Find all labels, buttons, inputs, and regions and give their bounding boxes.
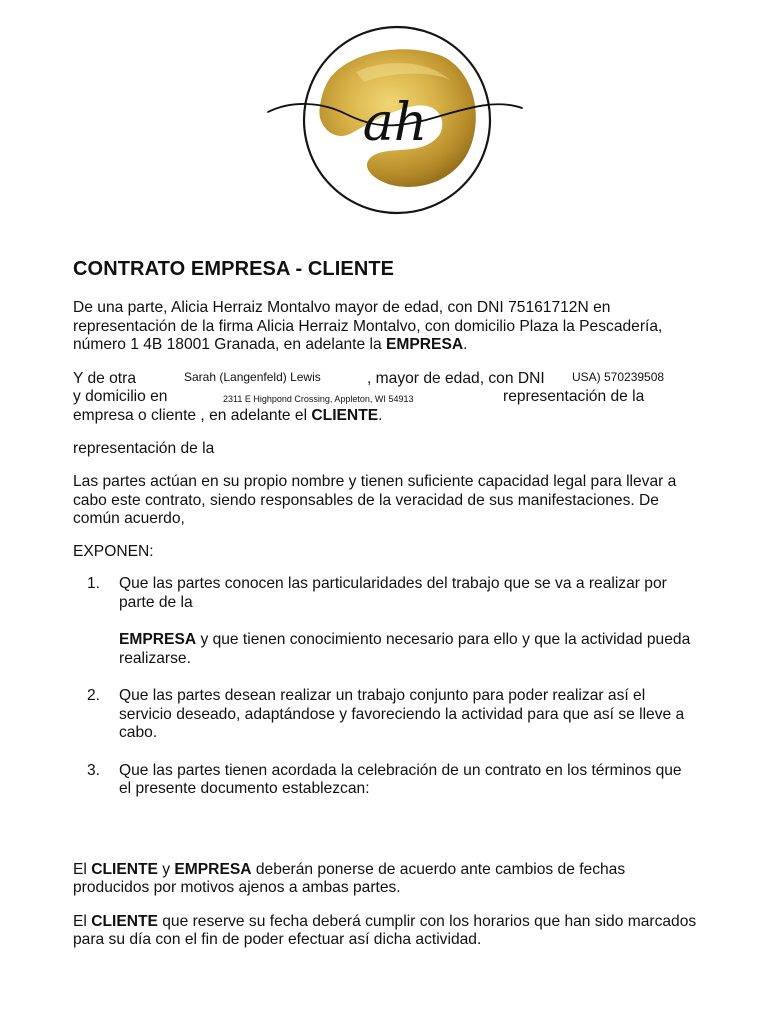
list-item (73, 687, 698, 743)
list-item (73, 762, 698, 799)
clause-paragraph: El CLIENTE que reserve su fecha deberá cumplir con los horarios que han sido marcados para su día con el fin de poder efectuar así dicha actividad. (73, 912, 697, 948)
list-number: 3. (87, 761, 101, 779)
client-mayor-edad: , mayor de edad, con DNI (367, 369, 545, 387)
client-name-field[interactable]: Sarah (Langenfeld) Lewis (184, 369, 321, 384)
partes-paragraph: Las partes actúan en su propio nombre y tienen suficiente capacidad legal para llevar a cabo este contrato, siendo responsables de la veracidad de sus manifestaciones. De común acuerdo, (73, 473, 677, 527)
document-title: CONTRATO EMPRESA - CLIENTE (73, 258, 395, 280)
list-item-text: Que las partes tienen acordada la celebración de un contrato en los términos que el presente documento establezcan: (119, 761, 682, 797)
client-representacion: representación de la (503, 387, 645, 405)
client-y-domicilio: y domicilio en (73, 387, 168, 405)
clause-paragraph: El CLIENTE y EMPRESA deberán ponerse de acuerdo ante cambios de fechas producidos por motivos ajenos a ambas partes. (73, 860, 626, 896)
client-address-field[interactable]: 2311 E Highpond Crossing, Appleton, WI 54913 (223, 393, 414, 404)
list-item-subtext: EMPRESA y que tienen conocimiento necesario para ello y que la actividad pueda realizarse. (119, 631, 691, 667)
list-number: 2. (87, 687, 101, 704)
intro-paragraph: De una parte, Alicia Herraiz Montalvo mayor de edad, con DNI 75161712N en representación de la firma Alicia Herraiz Montalvo, con domicilio Plaza la Pescadería, número 1 4B 18001 Granada, en adelante la EMPRESA. (73, 299, 663, 353)
intro-text: De una parte, Alicia Herraiz Montalvo mayor de edad, con DNI 75161712N en representación de la firma Alicia Herraiz Montalvo, con domicilio Plaza la Pescadería, número 1 4B 18001 Granada, en adelante la (73, 299, 663, 353)
contract-document (73, 258, 698, 950)
client-y-de-otra: Y de otra (73, 369, 136, 387)
intro-empresa: EMPRESA (385, 336, 464, 353)
exponen-heading: EXPONEN: (73, 542, 154, 560)
client-paragraph (73, 370, 698, 426)
list-item (73, 575, 698, 668)
client-cliente: CLIENTE (311, 406, 379, 424)
exponen-list (73, 575, 698, 799)
company-logo (264, 16, 528, 216)
logo-monogram: ah (362, 93, 428, 153)
list-item-text: Que las partes desean realizar un trabajo conjunto para poder realizar así el servicio deseado, adaptándose y favoreciendo la actividad para que así se lleve a cabo. (119, 687, 685, 741)
representacion-line: representación de la (73, 439, 215, 457)
list-number: 1. (87, 575, 101, 592)
client-dni-field[interactable]: USA) 570239508 (572, 369, 665, 384)
list-item-text: Que las partes conocen las particularidades del trabajo que se va a realizar por parte de la (119, 575, 667, 611)
client-line3: empresa o cliente , en adelante el CLIENTE. (73, 406, 383, 424)
